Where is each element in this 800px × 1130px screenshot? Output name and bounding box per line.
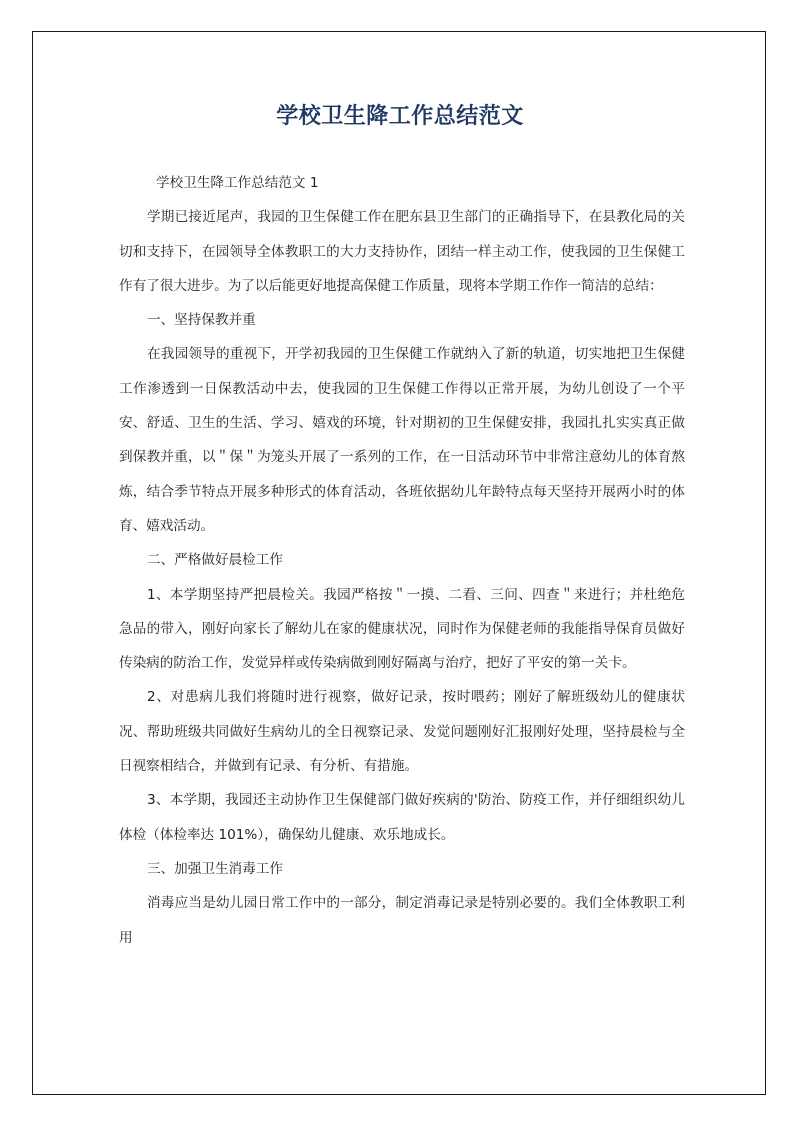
paragraph-intro: 学期已接近尾声，我园的卫生保健工作在肥东县卫生部门的正确指导下，在县教化局的关切和支持下，在园领导全体教职工的大力支持协作，团结一样主动工作，使我园的卫生保健工作有了很大进步。为了以后能更好地提高保健工作质量，现将本学期工作作一简洁的总结： [119,209,685,294]
paragraph-section-3: 消毒应当是幼儿园日常工作中的一部分，制定消毒记录是特别必要的。我们全体教职工利用 [119,895,685,946]
section-heading-2: 二、严格做好晨检工作 [147,552,283,569]
section-heading-3: 三、加强卫生消毒工作 [147,860,283,877]
document-body [119,166,685,955]
paragraph-item-1: 1、本学期坚持严把晨检关。我园严格按＂一摸、二看、三问、四查＂来进行；并杜绝危急品的带入，刚好向家长了解幼儿在家的健康状况，同时作为保健老师的我能指导保育员做好传染病的防治工作，发觉异样或传染病做到刚好隔离与治疗，把好了平安的第一关卡。 [119,586,685,672]
document-subtitle: 学校卫生降工作总结范文 1 [156,175,319,191]
paragraph-item-2: 2、对患病儿我们将随时进行视察，做好记录，按时喂药；刚好了解班级幼儿的健康状况、帮助班级共同做好生病幼儿的全日视察记录、发觉问题刚好汇报刚好处理，坚持晨检与全日视察相结合，并做到有记录、有分析、有措施。 [119,689,685,775]
document-title: 学校卫生降工作总结范文 [276,104,524,129]
paragraph-section-1: 在我园领导的重视下，开学初我园的卫生保健工作就纳入了新的轨道，切实地把卫生保健工作渗透到一日保教活动中去，使我园的卫生保健工作得以正常开展，为幼儿创设了一个平安、舒适、卫生的生活、学习、嬉戏的环境，针对期初的卫生保健安排，我园扎扎实实真正做到保教并重，以＂保＂为笼头开展了一系列的工作，在一日活动环节中非常注意幼儿的体育熬炼，结合季节特点开展多种形式的体育活动，各班依据幼儿年龄特点每天坚持开展两小时的体育、嬉戏活动。 [119,346,685,534]
section-heading-1: 一、坚持保教并重 [147,312,256,329]
paragraph-item-3: 3、本学期，我园还主动协作卫生保健部门做好疾病的'防治、防疫工作，并仔细组织幼儿体检（体检率达 101%），确保幼儿健康、欢乐地成长。 [119,792,685,843]
